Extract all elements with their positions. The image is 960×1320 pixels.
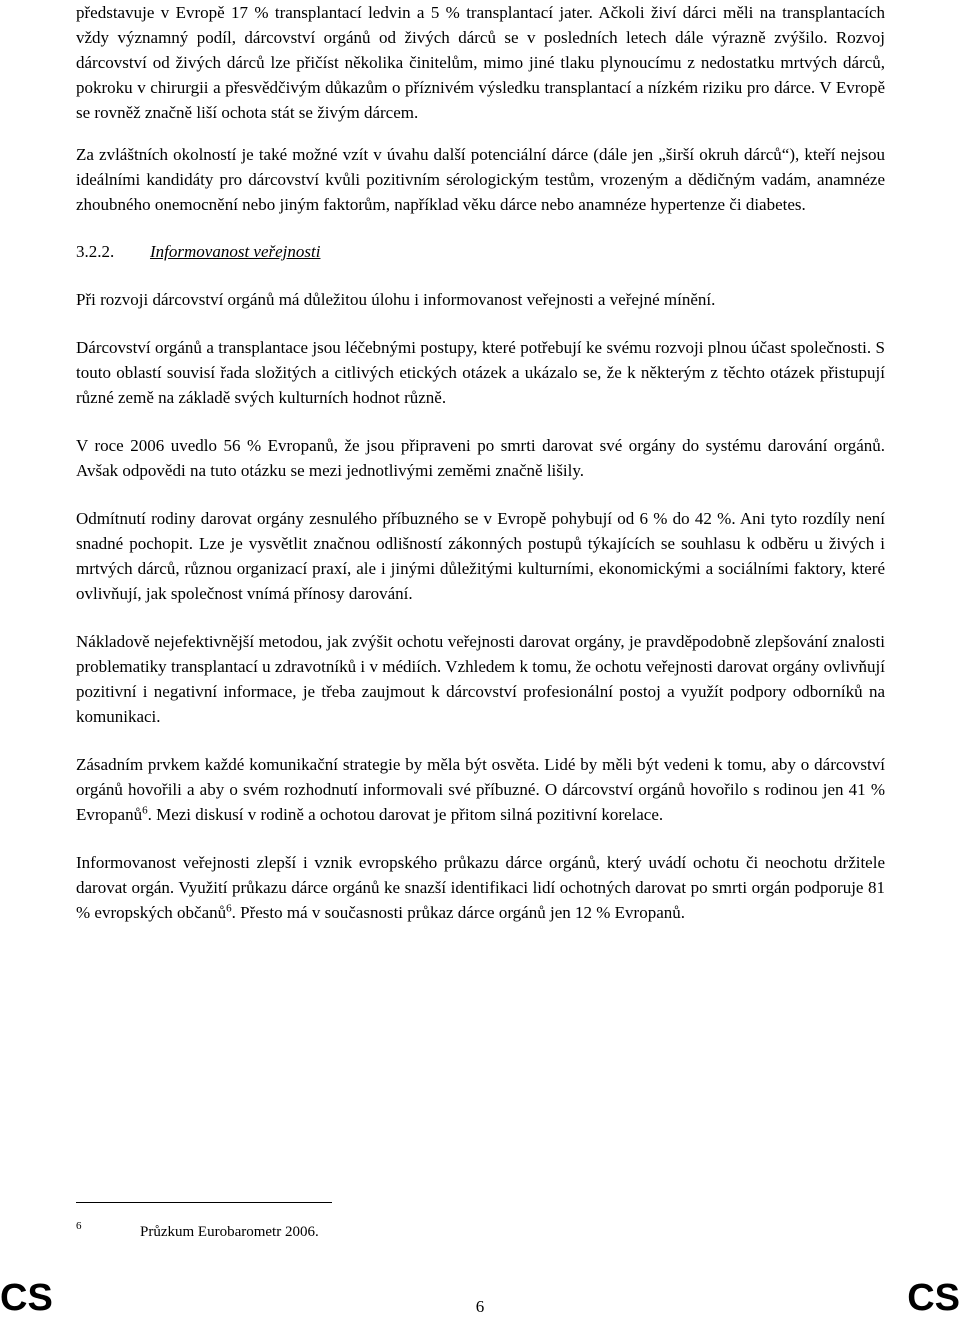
- paragraph: [76, 752, 885, 827]
- footnote-reference: 6: [226, 902, 232, 915]
- language-mark-right: CS: [907, 1277, 960, 1319]
- document-body: [76, 0, 885, 925]
- page-number: 6: [475, 1297, 485, 1316]
- paragraph-text: Zásadním prvkem každé komunikační strategie by měla být osvěta. Lidé by měli být vedeni k tomu, aby o dárcovství orgánů hovořili a aby o svém rozhodnutí informovali své příbuzné. O dárcovství orgánů hovořilo s rodinou jen 41 % Evropanů: [76, 755, 885, 824]
- paragraph: Odmítnutí rodiny darovat orgány zesnulého příbuzného se v Evropě pohybují od 6 % do 42 %. Ani tyto rozdíly není snadné pochopit. Lze je vysvětlit značnou odlišností zákonných postupů týkajících se souhlasu k odběru u živých i mrtvých dárců, různou organizací praxí, ale i jinými důležitými kulturními, ekonomickými a sociálními faktory, které ovlivňují, jak společnost vnímá přínosy darování.: [76, 509, 885, 603]
- paragraph: V roce 2006 uvedlo 56 % Evropanů, že jsou připraveni po smrti darovat své orgány do systému darování orgánů. Avšak odpovědi na tuto otázku se mezi jednotlivými zeměmi značně lišily.: [76, 436, 885, 480]
- footnote-reference: 6: [142, 804, 148, 817]
- language-mark-left: CS: [0, 1277, 53, 1319]
- section-number: 3.2.2.: [76, 242, 115, 261]
- paragraph: Při rozvoji dárcovství orgánů má důležitou úlohu i informovanost veřejnosti a veřejné mínění.: [76, 290, 716, 309]
- footnote-text: Průzkum Eurobarometr 2006.: [140, 1224, 319, 1240]
- section-heading: [76, 239, 885, 264]
- footnote-separator: [76, 1202, 332, 1203]
- section-title: Informovanost veřejnosti: [150, 242, 321, 261]
- footnote: [76, 1222, 319, 1242]
- paragraph: [76, 850, 885, 925]
- paragraph: představuje v Evropě 17 % transplantací ledvin a 5 % transplantací jater. Ačkoli živí dárci měli na transplantacích vždy významný podíl, dárcovství orgánů od živých dárců se v posledních letech dále výrazně zvýšilo. Rozvoj dárcovství od živých dárců lze přičíst několika činitelům, mimo jiné tlaku plynoucímu z nedostatku mrtvých dárců, pokroku v chirurgii a přesvědčivým důkazům o příznivém výsledku transplantací a nízkém riziku pro dárce. V Evropě se rovněž značně liší ochota stát se živým dárcem.: [76, 3, 885, 122]
- paragraph-text: . Mezi diskusí v rodině a ochotou darovat je přitom silná pozitivní korelace.: [147, 805, 664, 824]
- paragraph: Dárcovství orgánů a transplantace jsou léčebnými postupy, které potřebují ke svému rozvoji plnou účast společnosti. S touto oblastí souvisí řada složitých a citlivých etických otázek a ukázalo se, že k některým z těchto otázek přistupují různé země na základě svých kulturních hodnot různě.: [76, 338, 885, 407]
- paragraph-text: . Přesto má v současnosti průkaz dárce orgánů jen 12 % Evropanů.: [231, 903, 685, 922]
- paragraph: Za zvláštních okolností je také možné vzít v úvahu další potenciální dárce (dále jen „širší okruh dárců“), kteří nejsou ideálními kandidáty pro dárcovství kvůli pozitivním sérologickým testům, vrozeným a dědičným vadám, anamnéze zhoubného onemocnění nebo jiným faktorům, například věku dárce nebo anamnéze hypertenze či diabetes.: [76, 145, 885, 214]
- paragraph: Nákladově nejefektivnější metodou, jak zvýšit ochotu veřejnosti darovat orgány, je pravděpodobně zlepšování znalosti problematiky transplantací u zdravotníků i v médiích. Vzhledem k tomu, že ochotu veřejnosti darovat orgány ovlivňují pozitivní i negativní informace, je třeba zaujmout k dárcovství profesionální postoj a využít podpory odborníků na komunikaci.: [76, 632, 885, 726]
- footnote-number: 6: [76, 1220, 82, 1232]
- paragraph-text: Informovanost veřejnosti zlepší i vznik evropského průkazu dárce orgánů, který uvádí ochotu či neochotu držitele darovat orgán. Využití průkazu dárce orgánů ke snazší identifikaci lidí ochotných darovat po smrti orgán podporuje 81 % evropských občanů: [76, 853, 885, 922]
